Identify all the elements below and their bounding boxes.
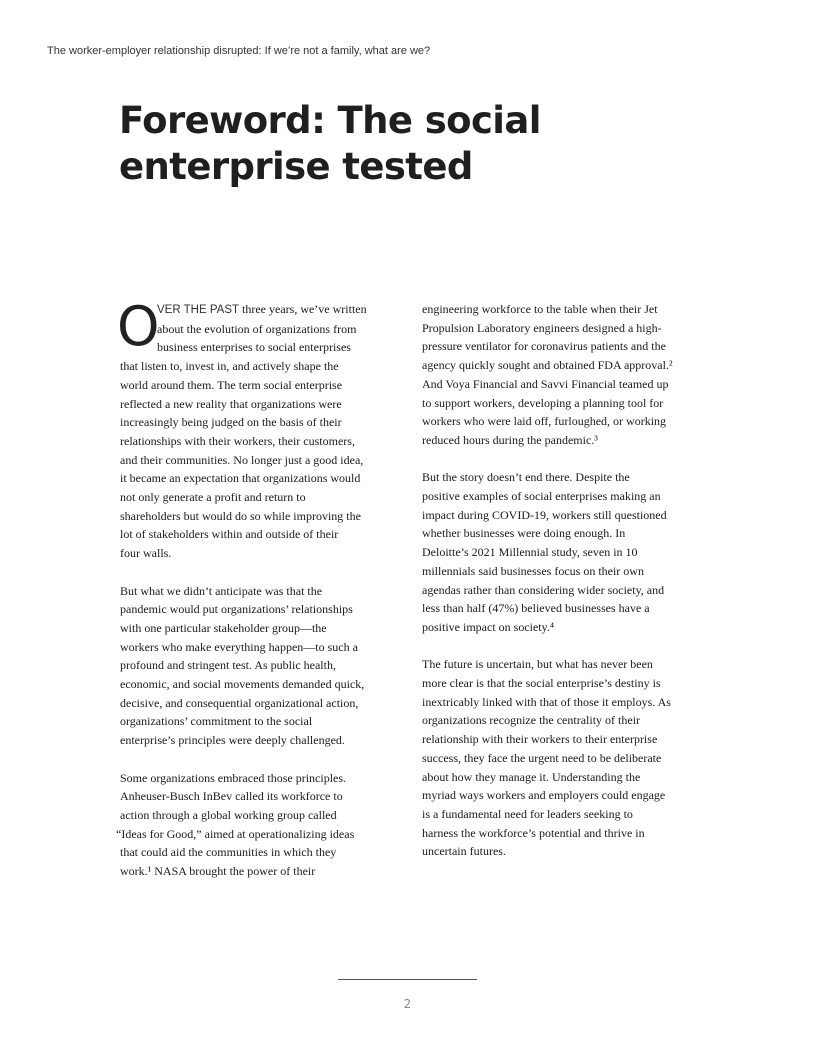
text-line: relationship with their workers to their enterprise: [422, 732, 658, 747]
text-line: reflected a new reality that organizations were: [120, 396, 342, 411]
text-line: three years, we’ve written: [239, 302, 367, 316]
text-line: “Ideas for Good,” aimed at operationalizing ideas: [116, 826, 355, 841]
text-line: that listen to, invest in, and actively shape the: [120, 359, 339, 374]
text-line: pandemic would put organizations’ relationships: [120, 602, 353, 617]
page-title: [119, 98, 541, 190]
text-line: decisive, and consequential organizational action,: [120, 695, 359, 710]
text-line: Anheuser-Busch InBev called its workforce to: [120, 789, 343, 804]
text-line: organizations recognize the centrality of their: [422, 713, 641, 728]
footer-divider: [338, 979, 477, 980]
text-line: positive examples of social enterprises making an: [422, 489, 661, 504]
left-column: [116, 295, 392, 881]
text-line: relationships with their workers, their customers,: [120, 433, 355, 448]
text-line: increasingly being judged on the basis of their: [120, 415, 342, 430]
text-line: lot of stakeholders within and outside of their: [120, 527, 339, 542]
text-line: success, they face the urgent need to be deliberate: [422, 750, 662, 765]
text-line: But what we didn’t anticipate was that the: [120, 583, 323, 598]
text-line: about how they manage it. Understanding the: [422, 769, 641, 784]
title-line: Foreword: The social: [119, 99, 541, 142]
text-line: harness the workforce’s potential and thrive in: [422, 825, 645, 840]
right-column: [422, 300, 694, 861]
text-line: it became an expectation that organizations would: [120, 471, 361, 486]
text-line: uncertain futures.: [422, 844, 506, 859]
text-line: work.¹ NASA brought the power of their: [120, 864, 316, 879]
drop-cap: O: [117, 295, 160, 358]
dropcap-block: [117, 295, 392, 358]
text-line: and their communities. No longer just a good idea,: [120, 452, 364, 467]
text-line: four walls.: [120, 546, 172, 561]
text-line: reduced hours during the pandemic.³: [422, 432, 598, 447]
text-line: pressure ventilator for coronavirus patients and the: [422, 339, 666, 354]
text-line: workers who make everything happen—to such a: [120, 639, 358, 654]
page-number: 2: [403, 997, 412, 1011]
title-line: enterprise tested: [119, 145, 473, 188]
text-line: engineering workforce to the table when their Jet: [422, 302, 658, 316]
text-line: to support workers, developing a planning tool for: [422, 395, 664, 410]
text-line: with one particular stakeholder group—the: [120, 620, 327, 635]
paragraph-intro: [117, 295, 392, 563]
text-line: organizations’ commitment to the social: [120, 714, 313, 729]
text-line: profound and stringent test. As public health,: [120, 658, 336, 673]
paragraph-future: [422, 655, 694, 861]
text-line: enterprise’s principles were deeply challenged.: [120, 733, 345, 748]
paragraph-pandemic: [120, 582, 392, 750]
paragraph-examples-continued: [422, 300, 694, 450]
text-line: economic, and social movements demanded quick,: [120, 677, 365, 692]
text-line: that could aid the communities in which they: [120, 845, 337, 860]
text-line: And Voya Financial and Savvi Financial teamed up: [422, 376, 669, 391]
text-line: agency quickly sought and obtained FDA approval.²: [422, 358, 673, 373]
text-line: millennials said businesses focus on their own: [422, 563, 644, 578]
text-line: shareholders but would do so while improving the: [120, 508, 361, 523]
text-line: inextricably linked with that of those it employs. As: [422, 694, 671, 709]
text-line: business enterprises to social enterprises: [157, 340, 351, 355]
text-line: Propulsion Laboratory engineers designed a high-: [422, 320, 662, 335]
text-line: action through a global working group called: [120, 807, 337, 822]
text-line: less than half (47%) believed businesses have a: [422, 601, 650, 616]
running-header: The worker-employer relationship disrupted: If we’re not a family, what are we?: [47, 45, 431, 57]
text-line: world around them. The term social enterprise: [120, 377, 343, 392]
text-line: Deloitte’s 2021 Millennial study, seven in 10: [422, 545, 638, 560]
text-line: not only generate a profit and return to: [120, 490, 306, 505]
text-line: Some organizations embraced those principles.: [120, 770, 347, 785]
text-line: The future is uncertain, but what has never been: [422, 657, 653, 672]
paragraph-examples: [116, 769, 392, 881]
text-line: myriad ways workers and employers could engage: [422, 788, 666, 803]
text-line: whether businesses were doing enough. In: [422, 526, 626, 541]
text-line: impact during COVID-19, workers still questioned: [422, 507, 667, 522]
text-line: But the story doesn’t end there. Despite the: [422, 470, 630, 485]
text-line: workers who were laid off, furloughed, or working: [422, 414, 667, 429]
text-line: more clear is that the social enterprise’s destiny is: [422, 676, 661, 691]
paragraph-story: [422, 468, 694, 636]
text-line: agendas rather than considering wider society, and: [422, 582, 665, 597]
text-line: about the evolution of organizations from: [157, 321, 357, 336]
text-line: positive impact on society.⁴: [422, 619, 555, 634]
text-line: is a fundamental need for leaders seeking to: [422, 806, 633, 821]
lead-in: VER THE PAST: [157, 304, 240, 316]
